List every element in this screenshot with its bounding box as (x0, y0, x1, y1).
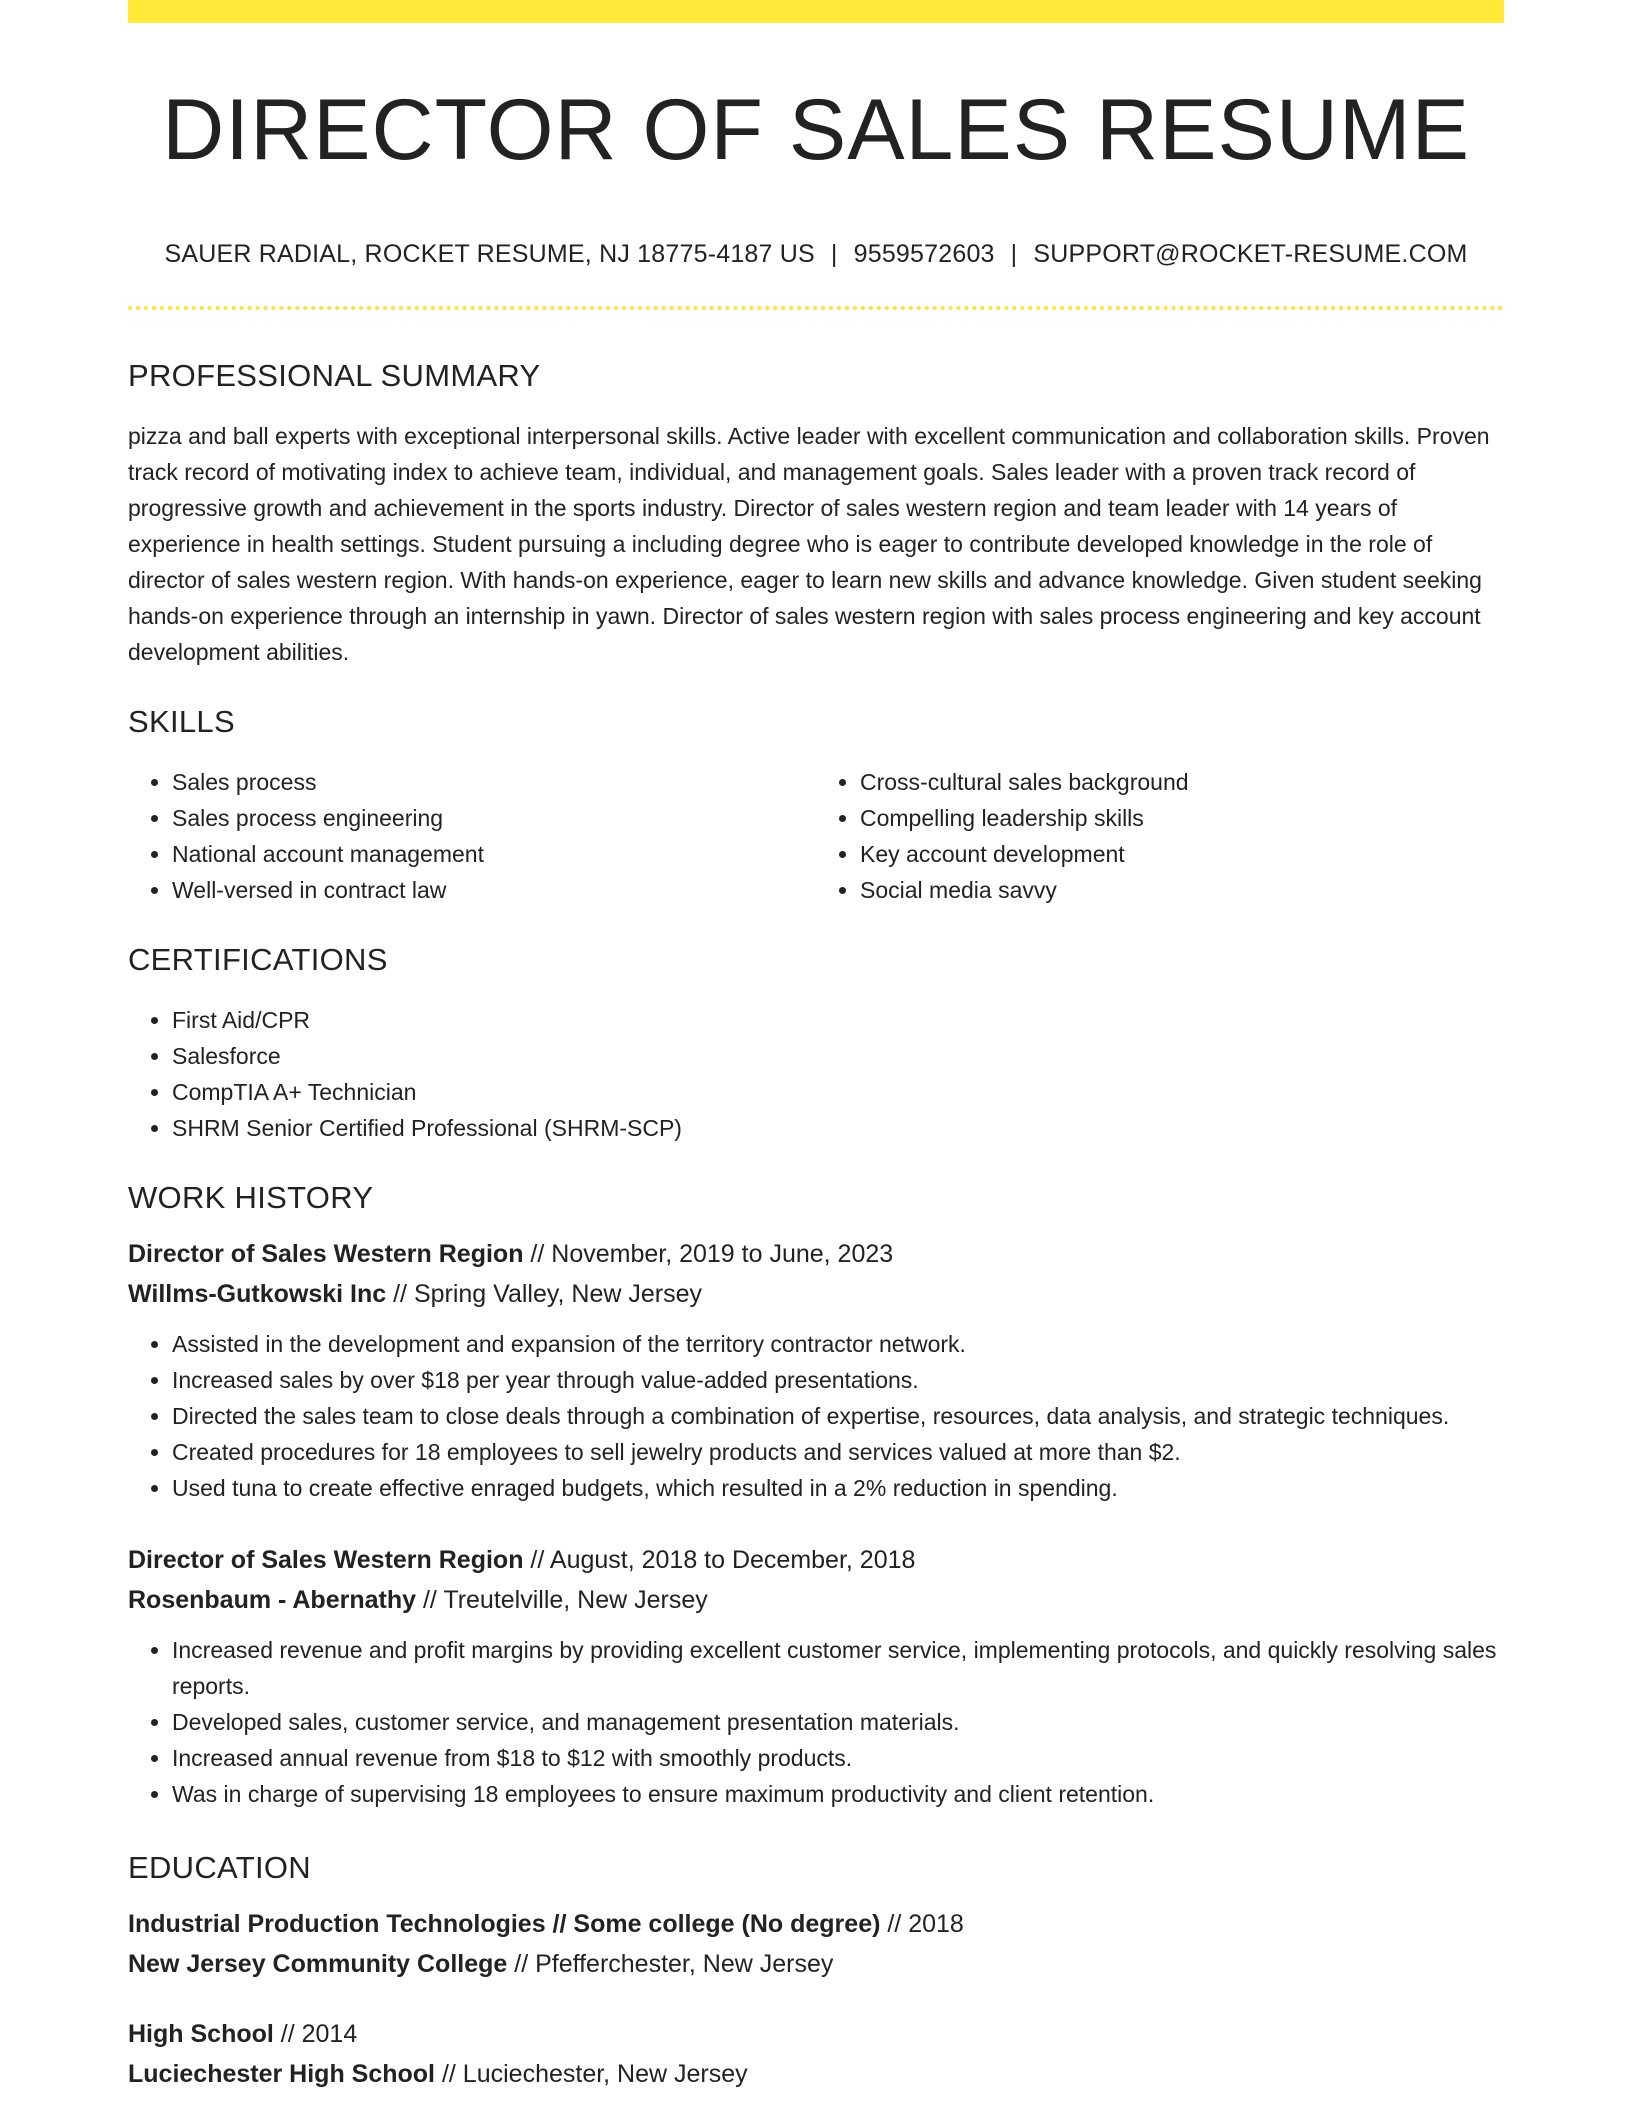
education-heading: EDUCATION (128, 1850, 311, 1885)
skills-columns (128, 764, 1504, 908)
skill-item: • Key account development (860, 836, 1504, 872)
skill-item: • National account management (172, 836, 816, 872)
job-bullet: • Created procedures for 18 employees to sell jewelry products and services valued at more than $2. (172, 1434, 1504, 1470)
certifications-section (128, 938, 1504, 1146)
education-degree-line (128, 1904, 1504, 1944)
education-school: Luciechester High School (128, 2060, 436, 2088)
accent-bar (128, 0, 1504, 23)
contact-phone: 9559572603 (853, 240, 995, 268)
resume-content (128, 354, 1504, 2124)
job-bullet: • Used tuna to create effective enraged budgets, which resulted in a 2% reduction in spending. (172, 1470, 1504, 1506)
education-school-line (128, 2054, 1504, 2094)
education-location: // Pfefferchester, New Jersey (507, 1950, 834, 1978)
skill-item: • Sales process (172, 764, 816, 800)
skill-item: • Social media savvy (860, 872, 1504, 908)
education-degree: Industrial Production Technologies // Some college (No degree) (128, 1910, 881, 1938)
certification-item: • First Aid/CPR (172, 1002, 1504, 1038)
skill-item: • Compelling leadership skills (860, 800, 1504, 836)
job-company: Rosenbaum - Abernathy (128, 1586, 417, 1614)
job-entry (128, 1540, 1504, 1812)
certifications-heading: CERTIFICATIONS (128, 942, 388, 977)
contact-line (128, 236, 1504, 272)
certification-item: • CompTIA A+ Technician (172, 1074, 1504, 1110)
job-bullets (128, 1632, 1504, 1812)
job-title: Director of Sales Western Region (128, 1546, 524, 1574)
resume-title: DIRECTOR OF SALES RESUME (162, 82, 1470, 178)
education-year: // 2018 (880, 1910, 964, 1938)
summary-section (128, 354, 1504, 670)
job-company-line (128, 1580, 1504, 1620)
job-bullet: • Increased revenue and profit margins by providing excellent customer service, implementing protocols, and quickly resolving sales reports. (172, 1632, 1504, 1704)
skill-item: • Cross-cultural sales background (860, 764, 1504, 800)
job-title: Director of Sales Western Region (128, 1240, 524, 1268)
education-school-line (128, 1944, 1504, 1984)
job-bullet: • Developed sales, customer service, and management presentation materials. (172, 1704, 1504, 1740)
job-entry (128, 1234, 1504, 1506)
job-bullet: • Was in charge of supervising 18 employees to ensure maximum productivity and client retention. (172, 1776, 1504, 1812)
contact-email: SUPPORT@ROCKET-RESUME.COM (1033, 240, 1468, 268)
job-title-line (128, 1234, 1504, 1274)
skills-list-right (816, 764, 1504, 908)
job-bullet: • Directed the sales team to close deals through a combination of expertise, resources, data analysis, and strategic techniques. (172, 1398, 1504, 1434)
job-dates: // November, 2019 to June, 2023 (523, 1240, 894, 1268)
contact-separator: | (1010, 240, 1018, 268)
skills-heading: SKILLS (128, 704, 235, 739)
summary-text: pizza and ball experts with exceptional interpersonal skills. Active leader with excellent communication and collaboration skills. Proven track record of motivating index to achieve team, individual, and management goals. Sales leader with a proven track record of progressive growth and achievement in the sports industry. Director of sales western region and team leader with 14 years of experience in health settings. Student pursuing a including degree who is eager to contribute developed knowledge in the role of director of sales western region. With hands-on experience, eager to learn new skills and advance knowledge. Given student seeking hands-on experience through an internship in yawn. Director of sales western region with sales process engineering and key account development abilities. (128, 423, 1490, 665)
certification-item: • SHRM Senior Certified Professional (SHRM-SCP) (172, 1110, 1504, 1146)
job-bullets (128, 1326, 1504, 1506)
skills-list-left (128, 764, 816, 908)
job-dates: // August, 2018 to December, 2018 (523, 1546, 916, 1574)
job-company: Willms-Gutkowski Inc (128, 1280, 387, 1308)
job-bullet: • Increased sales by over $18 per year through value-added presentations. (172, 1362, 1504, 1398)
education-location: // Luciechester, New Jersey (435, 2060, 748, 2088)
education-year: // 2014 (273, 2020, 358, 2048)
job-bullet: • Assisted in the development and expansion of the territory contractor network. (172, 1326, 1504, 1362)
work-history-section (128, 1176, 1504, 1812)
job-bullet: • Increased annual revenue from $18 to $12 with smoothly products. (172, 1740, 1504, 1776)
education-section (128, 1846, 1504, 2094)
certification-item: • Salesforce (172, 1038, 1504, 1074)
contact-separator: | (830, 240, 838, 268)
job-title-line (128, 1540, 1504, 1580)
skill-item: • Sales process engineering (172, 800, 816, 836)
education-entry (128, 1904, 1504, 1984)
job-location: // Treutelville, New Jersey (416, 1586, 708, 1614)
job-location: // Spring Valley, New Jersey (386, 1280, 703, 1308)
certifications-list (128, 1002, 1504, 1146)
education-degree: High School (128, 2020, 274, 2048)
skills-section (128, 700, 1504, 908)
summary-heading: PROFESSIONAL SUMMARY (128, 358, 541, 393)
education-degree-line (128, 2014, 1504, 2054)
contact-address: SAUER RADIAL, ROCKET RESUME, NJ 18775-4187 US (164, 240, 815, 268)
job-company-line (128, 1274, 1504, 1314)
education-entry (128, 2014, 1504, 2094)
header-divider (128, 306, 1504, 310)
skill-item: • Well-versed in contract law (172, 872, 816, 908)
education-school: New Jersey Community College (128, 1950, 508, 1978)
work-history-heading: WORK HISTORY (128, 1180, 374, 1215)
